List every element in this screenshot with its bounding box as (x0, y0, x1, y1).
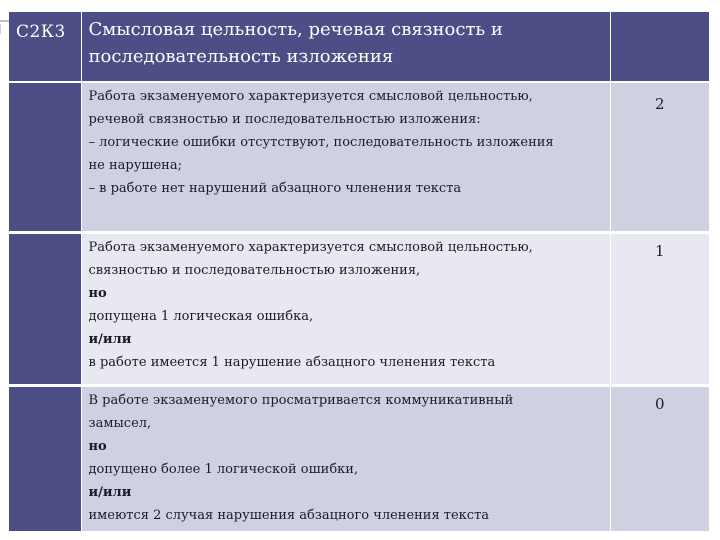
score-cell (610, 386, 709, 533)
conjunction-label: и/или (88, 485, 132, 500)
conjunction-label: но (88, 439, 107, 454)
criterion-description (81, 386, 610, 533)
description-line: речевой связностью и последовательностью изложения: (88, 112, 481, 127)
criteria-table (9, 12, 709, 534)
table-row (9, 233, 709, 386)
score-cell (610, 82, 709, 233)
table-row (9, 386, 709, 533)
score-cell (610, 233, 709, 386)
description-line: не нарушена; (88, 158, 182, 173)
description-line: связностью и последовательностью изложения, (88, 263, 421, 278)
row-side-cell (9, 386, 81, 533)
score-column-header (610, 12, 709, 82)
score-value: 0 (654, 395, 665, 413)
description-line: допущена 1 логическая ошибка, (88, 309, 314, 324)
description-line: – в работе нет нарушений абзацного членения текста (88, 181, 462, 196)
description-line: имеются 2 случая нарушения абзацного членения текста (88, 508, 490, 523)
description-line: Работа экзаменуемого характеризуется смысловой цельностью, (88, 240, 533, 255)
row-side-cell (9, 233, 81, 386)
table-row (9, 82, 709, 233)
description-line: в работе имеется 1 нарушение абзацного членения текста (88, 355, 496, 370)
score-value: 1 (654, 242, 665, 260)
table-header-row (9, 12, 709, 82)
score-value: 2 (654, 95, 665, 113)
criterion-description (81, 233, 610, 386)
criterion-title-line-2: последовательность изложения (88, 46, 394, 67)
conjunction-label: но (88, 286, 107, 301)
conjunction-label: и/или (88, 332, 132, 347)
description-line: замысел, (88, 416, 152, 431)
description-line: Работа экзаменуемого характеризуется смысловой цельностью, (88, 89, 533, 104)
description-line: допущено более 1 логической ошибки, (88, 462, 359, 477)
criterion-code: С2К3 (9, 12, 81, 82)
criterion-title-line-1: Смысловая цельность, речевая связность и (88, 19, 503, 40)
description-line: В работе экзаменуемого просматривается коммуникативный (88, 393, 514, 408)
description-line: – логические ошибки отсутствуют, последовательность изложения (88, 135, 554, 150)
row-side-cell (9, 82, 81, 233)
criterion-title (81, 12, 610, 82)
criterion-description (81, 82, 610, 233)
